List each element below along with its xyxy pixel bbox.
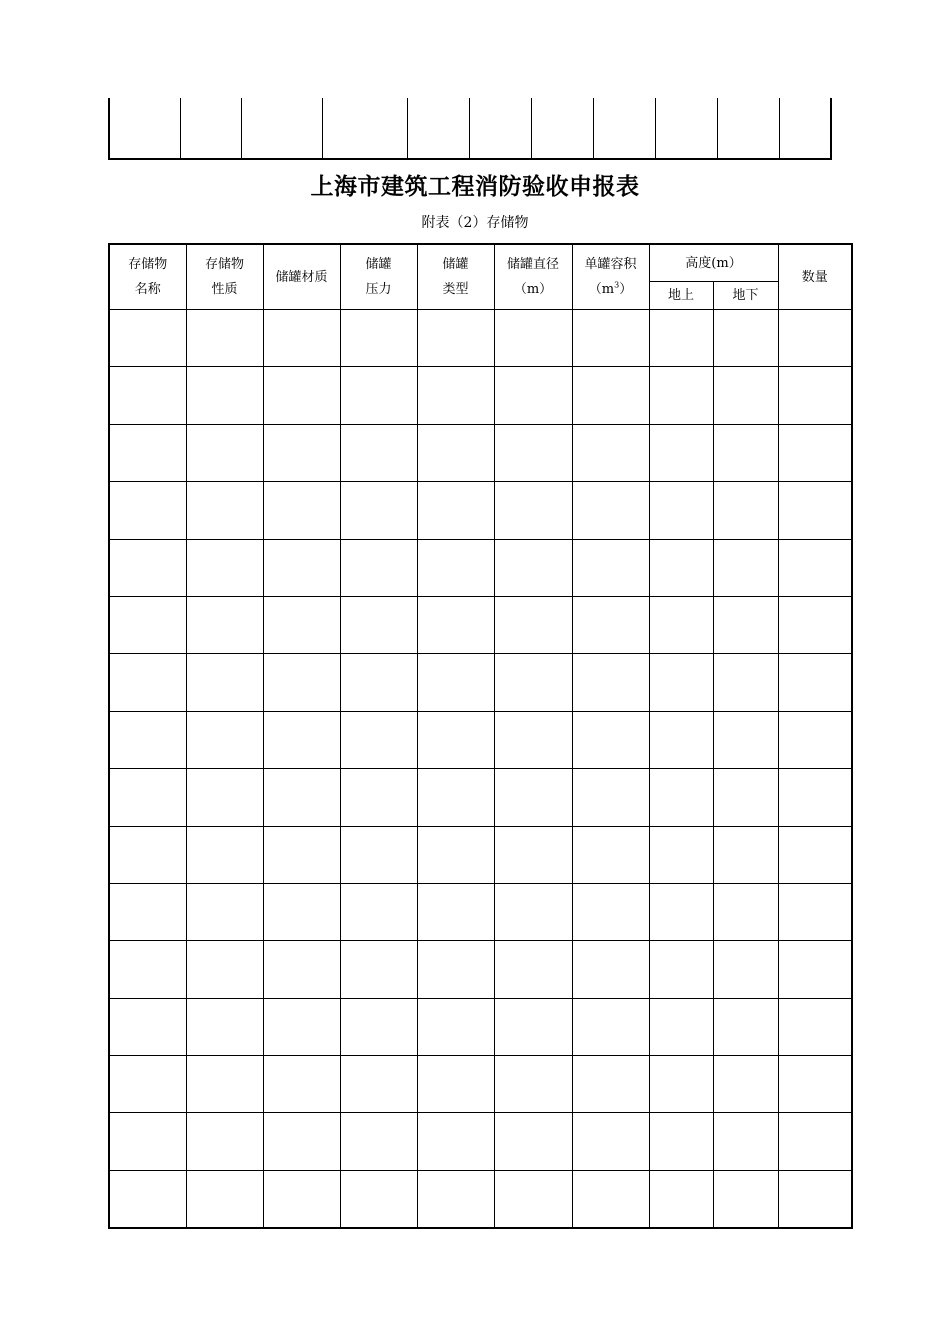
table-cell[interactable]	[263, 310, 340, 367]
table-cell[interactable]	[263, 654, 340, 711]
table-cell[interactable]	[713, 310, 778, 367]
table-cell[interactable]	[778, 482, 852, 539]
fragment-cell[interactable]	[241, 98, 322, 159]
table-cell[interactable]	[109, 367, 186, 424]
table-cell[interactable]	[109, 711, 186, 768]
table-cell[interactable]	[713, 424, 778, 481]
table-row	[109, 596, 852, 653]
table-cell[interactable]	[649, 1113, 713, 1170]
table-row	[109, 883, 852, 940]
table-cell[interactable]	[340, 596, 417, 653]
table-cell[interactable]	[340, 711, 417, 768]
table-cell[interactable]	[494, 482, 572, 539]
previous-table-fragment	[108, 98, 832, 160]
table-cell[interactable]	[649, 1056, 713, 1113]
table-cell[interactable]	[778, 1056, 852, 1113]
table-cell[interactable]	[340, 1056, 417, 1113]
table-cell[interactable]	[263, 941, 340, 998]
table-cell[interactable]	[778, 654, 852, 711]
table-row	[109, 1113, 852, 1170]
table-cell[interactable]	[417, 596, 494, 653]
table-cell[interactable]	[713, 1170, 778, 1228]
table-row	[109, 424, 852, 481]
table-cell[interactable]	[186, 941, 263, 998]
table-cell[interactable]	[494, 1170, 572, 1228]
table-cell[interactable]	[186, 883, 263, 940]
table-cell[interactable]	[494, 539, 572, 596]
table-cell[interactable]	[778, 424, 852, 481]
table-cell[interactable]	[778, 826, 852, 883]
header-tank-material: 储罐材质	[263, 244, 340, 310]
header-tank-volume: 单罐容积 $(m^3)$	[572, 244, 649, 310]
table-cell[interactable]	[263, 769, 340, 826]
table-cell[interactable]	[340, 883, 417, 940]
table-cell[interactable]	[263, 1113, 340, 1170]
table-cell[interactable]	[778, 596, 852, 653]
table-row	[109, 941, 852, 998]
fragment-cell[interactable]	[109, 98, 180, 159]
table-cell[interactable]	[778, 539, 852, 596]
table-cell[interactable]	[417, 711, 494, 768]
table-cell[interactable]	[649, 769, 713, 826]
table-cell[interactable]	[494, 367, 572, 424]
header-height: 高度(m）	[649, 244, 778, 282]
header-tank-diameter: 储罐直径 （m）	[494, 244, 572, 310]
table-cell[interactable]	[649, 482, 713, 539]
table-cell[interactable]	[186, 310, 263, 367]
header-row	[109, 244, 852, 282]
header-tank-type: 储罐 类型	[417, 244, 494, 310]
fragment-cell[interactable]	[717, 98, 779, 159]
table-cell[interactable]	[340, 654, 417, 711]
table-cell[interactable]	[713, 1113, 778, 1170]
table-cell[interactable]	[572, 1056, 649, 1113]
table-cell[interactable]	[186, 482, 263, 539]
table-cell[interactable]	[186, 998, 263, 1055]
table-cell[interactable]	[778, 998, 852, 1055]
table-cell[interactable]	[713, 1056, 778, 1113]
table-cell[interactable]	[186, 711, 263, 768]
table-cell[interactable]	[263, 711, 340, 768]
table-cell[interactable]	[263, 826, 340, 883]
table-cell[interactable]	[340, 310, 417, 367]
table-cell[interactable]	[649, 596, 713, 653]
fragment-cell[interactable]	[779, 98, 831, 159]
table-cell[interactable]	[109, 654, 186, 711]
table-cell[interactable]	[713, 482, 778, 539]
table-cell[interactable]	[494, 310, 572, 367]
table-cell[interactable]	[186, 1056, 263, 1113]
table-row	[109, 769, 852, 826]
table-cell[interactable]	[572, 596, 649, 653]
table-cell[interactable]	[186, 539, 263, 596]
table-cell[interactable]	[186, 654, 263, 711]
table-cell[interactable]	[649, 539, 713, 596]
table-cell[interactable]	[109, 596, 186, 653]
header-storage-name: 存储物 名称	[109, 244, 186, 310]
table-cell[interactable]	[572, 1170, 649, 1228]
table-cell[interactable]	[494, 1113, 572, 1170]
table-cell[interactable]	[417, 826, 494, 883]
table-cell[interactable]	[494, 769, 572, 826]
table-cell[interactable]	[494, 826, 572, 883]
table-cell[interactable]	[778, 1113, 852, 1170]
table-cell[interactable]	[417, 769, 494, 826]
table-cell[interactable]	[494, 596, 572, 653]
table-cell[interactable]	[263, 424, 340, 481]
fragment-row	[109, 98, 831, 159]
table-cell[interactable]	[649, 826, 713, 883]
table-cell[interactable]	[713, 711, 778, 768]
table-row	[109, 1056, 852, 1113]
table-cell[interactable]	[649, 941, 713, 998]
table-cell[interactable]	[109, 769, 186, 826]
fragment-cell[interactable]	[531, 98, 593, 159]
table-row	[109, 654, 852, 711]
table-cell[interactable]	[109, 424, 186, 481]
table-cell[interactable]	[109, 826, 186, 883]
table-cell[interactable]	[778, 1170, 852, 1228]
table-cell[interactable]	[494, 941, 572, 998]
header-height-below: 地下	[713, 282, 778, 310]
page-title: 上海市建筑工程消防验收申报表	[310, 173, 640, 200]
table-cell[interactable]	[572, 367, 649, 424]
table-cell[interactable]	[417, 424, 494, 481]
table-cell[interactable]	[340, 367, 417, 424]
table-cell[interactable]	[649, 310, 713, 367]
table-cell[interactable]	[649, 367, 713, 424]
table-cell[interactable]	[494, 998, 572, 1055]
table-cell[interactable]	[713, 826, 778, 883]
table-cell[interactable]	[417, 1170, 494, 1228]
table-cell[interactable]	[109, 539, 186, 596]
table-cell[interactable]	[649, 998, 713, 1055]
table-cell[interactable]	[713, 654, 778, 711]
table-cell[interactable]	[109, 883, 186, 940]
table-cell[interactable]	[649, 711, 713, 768]
header-height-above: 地上	[649, 282, 713, 310]
table-cell[interactable]	[417, 482, 494, 539]
table-cell[interactable]	[340, 941, 417, 998]
table-cell[interactable]	[109, 310, 186, 367]
page-subtitle: 附表（2）存储物	[421, 215, 529, 231]
table-cell[interactable]	[649, 424, 713, 481]
table-cell[interactable]	[340, 826, 417, 883]
table-cell[interactable]	[109, 482, 186, 539]
table-cell[interactable]	[109, 941, 186, 998]
table-cell[interactable]	[186, 1170, 263, 1228]
table-cell[interactable]	[417, 941, 494, 998]
fragment-cell[interactable]	[322, 98, 407, 159]
table-cell[interactable]	[263, 1170, 340, 1228]
table-cell[interactable]	[417, 367, 494, 424]
table-cell[interactable]	[340, 1170, 417, 1228]
table-cell[interactable]	[713, 596, 778, 653]
table-cell[interactable]	[263, 482, 340, 539]
table-cell[interactable]	[263, 539, 340, 596]
table-cell[interactable]	[263, 367, 340, 424]
table-cell[interactable]	[340, 769, 417, 826]
table-cell[interactable]	[494, 1056, 572, 1113]
table-cell[interactable]	[572, 310, 649, 367]
table-cell[interactable]	[417, 1056, 494, 1113]
table-row	[109, 711, 852, 768]
fragment-cell[interactable]	[407, 98, 469, 159]
table-cell[interactable]	[713, 539, 778, 596]
table-cell[interactable]	[109, 1113, 186, 1170]
table-cell[interactable]	[340, 424, 417, 481]
fragment-cell[interactable]	[593, 98, 655, 159]
table-cell[interactable]	[109, 998, 186, 1055]
header-quantity: 数量	[778, 244, 852, 310]
table-cell[interactable]	[778, 941, 852, 998]
table-cell[interactable]	[417, 1113, 494, 1170]
table-cell[interactable]	[713, 883, 778, 940]
table-cell[interactable]	[778, 367, 852, 424]
table-cell[interactable]	[572, 1113, 649, 1170]
fragment-cell[interactable]	[655, 98, 717, 159]
table-cell[interactable]	[263, 998, 340, 1055]
table-row	[109, 310, 852, 367]
table-cell[interactable]	[778, 769, 852, 826]
table-cell[interactable]	[417, 654, 494, 711]
table-cell[interactable]	[713, 367, 778, 424]
table-cell[interactable]	[494, 711, 572, 768]
header-tank-pressure: 储罐 压力	[340, 244, 417, 310]
table-cell[interactable]	[649, 1170, 713, 1228]
table-cell[interactable]	[572, 826, 649, 883]
table-cell[interactable]	[713, 998, 778, 1055]
table-cell[interactable]	[572, 482, 649, 539]
table-cell[interactable]	[263, 1056, 340, 1113]
table-cell[interactable]	[186, 769, 263, 826]
table-row	[109, 539, 852, 596]
table-cell[interactable]	[186, 367, 263, 424]
table-cell[interactable]	[572, 424, 649, 481]
table-cell[interactable]	[109, 1170, 186, 1228]
table-cell[interactable]	[186, 424, 263, 481]
fragment-cell[interactable]	[469, 98, 531, 159]
table-cell[interactable]	[572, 711, 649, 768]
table-cell[interactable]	[417, 883, 494, 940]
table-cell[interactable]	[186, 596, 263, 653]
table-row	[109, 826, 852, 883]
table-cell[interactable]	[649, 654, 713, 711]
table-cell[interactable]	[186, 1113, 263, 1170]
table-cell[interactable]	[572, 998, 649, 1055]
fragment-cell[interactable]	[180, 98, 241, 159]
table-cell[interactable]	[494, 424, 572, 481]
table-row	[109, 998, 852, 1055]
table-cell[interactable]	[340, 1113, 417, 1170]
table-row	[109, 1170, 852, 1228]
table-row	[109, 482, 852, 539]
table-cell[interactable]	[572, 769, 649, 826]
table-cell[interactable]	[572, 941, 649, 998]
table-cell[interactable]	[713, 941, 778, 998]
table-cell[interactable]	[263, 596, 340, 653]
storage-table-body	[109, 310, 852, 1229]
table-cell[interactable]	[649, 883, 713, 940]
table-cell[interactable]	[778, 883, 852, 940]
table-cell[interactable]	[186, 826, 263, 883]
table-cell[interactable]	[778, 310, 852, 367]
table-cell[interactable]	[417, 998, 494, 1055]
table-cell[interactable]	[263, 883, 340, 940]
table-cell[interactable]	[417, 310, 494, 367]
table-cell[interactable]	[572, 539, 649, 596]
table-cell[interactable]	[572, 654, 649, 711]
table-cell[interactable]	[778, 711, 852, 768]
table-cell[interactable]	[494, 654, 572, 711]
table-cell[interactable]	[417, 539, 494, 596]
storage-table	[108, 243, 853, 1229]
table-cell[interactable]	[713, 769, 778, 826]
header-storage-nature: 存储物 性质	[186, 244, 263, 310]
table-cell[interactable]	[494, 883, 572, 940]
table-cell[interactable]	[572, 883, 649, 940]
table-cell[interactable]	[340, 539, 417, 596]
table-row	[109, 367, 852, 424]
table-cell[interactable]	[340, 998, 417, 1055]
table-cell[interactable]	[109, 1056, 186, 1113]
table-cell[interactable]	[340, 482, 417, 539]
